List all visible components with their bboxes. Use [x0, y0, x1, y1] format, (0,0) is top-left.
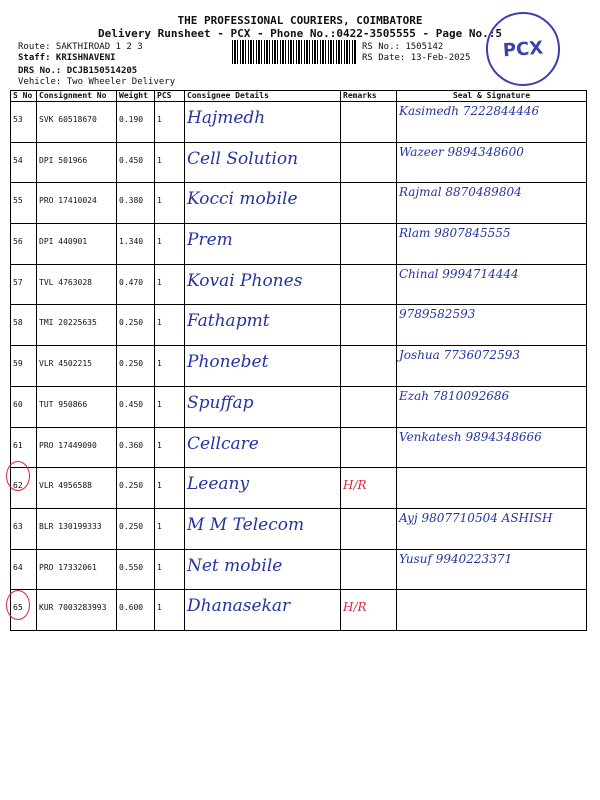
table-row — [11, 264, 587, 305]
table-row — [11, 590, 587, 631]
cell-cons: TUT 950866 — [37, 386, 117, 427]
cell-name: Fathapmt — [185, 305, 341, 346]
cell-sig: Rajmal 8870489804 — [397, 183, 587, 224]
cell-sig: Rlam 9807845555 — [397, 224, 587, 265]
cell-cons: PRO 17410024 — [37, 183, 117, 224]
col-consignment: Consignment No — [37, 91, 117, 102]
cell-sno: 63 — [11, 508, 37, 549]
route: Route: SAKTHIROAD 1 2 3 — [18, 42, 143, 52]
cell-wt: 0.250 — [117, 468, 155, 509]
cell-wt: 0.190 — [117, 102, 155, 143]
table-row — [11, 508, 587, 549]
cell-sno: 62 — [11, 468, 37, 509]
cell-sig: Yusuf 9940223371 — [397, 549, 587, 590]
cell-name: M M Telecom — [185, 508, 341, 549]
table-row — [11, 224, 587, 265]
cell-cons: TVL 4763028 — [37, 264, 117, 305]
cell-name: Cell Solution — [185, 142, 341, 183]
cell-wt: 0.450 — [117, 142, 155, 183]
cell-pcs: 1 — [155, 264, 185, 305]
cell-sig: Joshua 7736072593 — [397, 346, 587, 387]
table-row — [11, 386, 587, 427]
cell-cons: TMI 20225635 — [37, 305, 117, 346]
table-row — [11, 427, 587, 468]
cell-name: Phonebet — [185, 346, 341, 387]
cell-name: Kocci mobile — [185, 183, 341, 224]
cell-wt: 0.250 — [117, 346, 155, 387]
table-row — [11, 346, 587, 387]
cell-sig: Wazeer 9894348600 — [397, 142, 587, 183]
table-header — [11, 91, 587, 102]
cell-pcs: 1 — [155, 346, 185, 387]
cell-sno: 60 — [11, 386, 37, 427]
vehicle: Vehicle: Two Wheeler Delivery — [18, 77, 176, 87]
cell-pcs: 1 — [155, 305, 185, 346]
cell-name: Leeany — [185, 468, 341, 509]
cell-pcs: 1 — [155, 183, 185, 224]
cell-name: Dhanasekar — [185, 590, 341, 631]
cell-sig: Kasimedh 7222844446 — [397, 102, 587, 143]
cell-pcs: 1 — [155, 590, 185, 631]
cell-sig — [397, 590, 587, 631]
cell-remark — [341, 224, 397, 265]
cell-cons: PRO 17449090 — [37, 427, 117, 468]
cell-pcs: 1 — [155, 468, 185, 509]
cell-wt: 0.450 — [117, 386, 155, 427]
rs-no: RS No.: 1505142 — [362, 42, 444, 52]
staff: Staff: KRISHNAVENI — [18, 53, 116, 63]
cell-wt: 0.380 — [117, 183, 155, 224]
cell-cons: PRO 17332061 — [37, 549, 117, 590]
cell-wt: 0.550 — [117, 549, 155, 590]
cell-pcs: 1 — [155, 427, 185, 468]
cell-remark — [341, 102, 397, 143]
cell-cons: DPI 501966 — [37, 142, 117, 183]
cell-name: Net mobile — [185, 549, 341, 590]
cell-name: Cellcare — [185, 427, 341, 468]
cell-cons: KUR 7003283993 — [37, 590, 117, 631]
cell-remark — [341, 346, 397, 387]
col-sno: S No — [11, 91, 37, 102]
cell-sig: Ayj 9807710504 ASHISH — [397, 508, 587, 549]
cell-name: Kovai Phones — [185, 264, 341, 305]
col-consignee: Consignee Details — [185, 91, 341, 102]
cell-cons: SVK 60518670 — [37, 102, 117, 143]
cell-remark — [341, 264, 397, 305]
cell-name: Prem — [185, 224, 341, 265]
cell-sno: 64 — [11, 549, 37, 590]
cell-sno: 59 — [11, 346, 37, 387]
cell-name: Spuffap — [185, 386, 341, 427]
cell-remark — [341, 142, 397, 183]
cell-sig: Venkatesh 9894348666 — [397, 427, 587, 468]
cell-sig: 9789582593 — [397, 305, 587, 346]
delivery-table — [10, 90, 587, 631]
cell-pcs: 1 — [155, 508, 185, 549]
col-remarks: Remarks — [341, 91, 397, 102]
cell-remark: H/R — [341, 468, 397, 509]
cell-cons: BLR 130199333 — [37, 508, 117, 549]
cell-sno: 57 — [11, 264, 37, 305]
cell-wt: 0.250 — [117, 305, 155, 346]
cell-wt: 0.250 — [117, 508, 155, 549]
cell-pcs: 1 — [155, 142, 185, 183]
cell-sno: 61 — [11, 427, 37, 468]
drs-no: DRS No.: DCJB150514205 — [18, 66, 138, 76]
col-weight: Weight — [117, 91, 155, 102]
row-62-circle-mark — [6, 461, 30, 491]
cell-remark — [341, 183, 397, 224]
table-row — [11, 468, 587, 509]
table-row — [11, 142, 587, 183]
row-65-circle-mark — [6, 590, 30, 620]
cell-cons: VLR 4502215 — [37, 346, 117, 387]
cell-wt: 1.340 — [117, 224, 155, 265]
cell-sno: 55 — [11, 183, 37, 224]
cell-wt: 0.360 — [117, 427, 155, 468]
cell-pcs: 1 — [155, 224, 185, 265]
barcode — [232, 40, 356, 64]
table-row — [11, 305, 587, 346]
cell-wt: 0.470 — [117, 264, 155, 305]
cell-cons: DPI 440901 — [37, 224, 117, 265]
cell-sno: 53 — [11, 102, 37, 143]
cell-sno: 54 — [11, 142, 37, 183]
cell-cons: VLR 4956588 — [37, 468, 117, 509]
cell-name: Hajmedh — [185, 102, 341, 143]
cell-remark — [341, 386, 397, 427]
col-signature: Seal & Signature — [397, 91, 587, 102]
cell-pcs: 1 — [155, 386, 185, 427]
cell-remark — [341, 427, 397, 468]
cell-sno: 56 — [11, 224, 37, 265]
table-row — [11, 183, 587, 224]
cell-remark — [341, 549, 397, 590]
col-pcs: PCS — [155, 91, 185, 102]
cell-sig — [397, 468, 587, 509]
company-name: THE PROFESSIONAL COURIERS, COIMBATORE — [177, 14, 423, 27]
cell-wt: 0.600 — [117, 590, 155, 631]
table-row — [11, 102, 587, 143]
cell-pcs: 1 — [155, 102, 185, 143]
cell-remark — [341, 508, 397, 549]
cell-remark — [341, 305, 397, 346]
table-row — [11, 549, 587, 590]
cell-sig: Ezah 7810092686 — [397, 386, 587, 427]
rs-date: RS Date: 13-Feb-2025 — [362, 53, 471, 63]
pcx-stamp: PCX — [484, 10, 563, 89]
cell-sno: 58 — [11, 305, 37, 346]
cell-remark: H/R — [341, 590, 397, 631]
runsheet-line: Delivery Runsheet - PCX - Phone No.:0422-3505555 - Page No.:5 — [98, 27, 502, 40]
cell-sig: Chinal 9994714444 — [397, 264, 587, 305]
cell-pcs: 1 — [155, 549, 185, 590]
cell-sno: 65 — [11, 590, 37, 631]
